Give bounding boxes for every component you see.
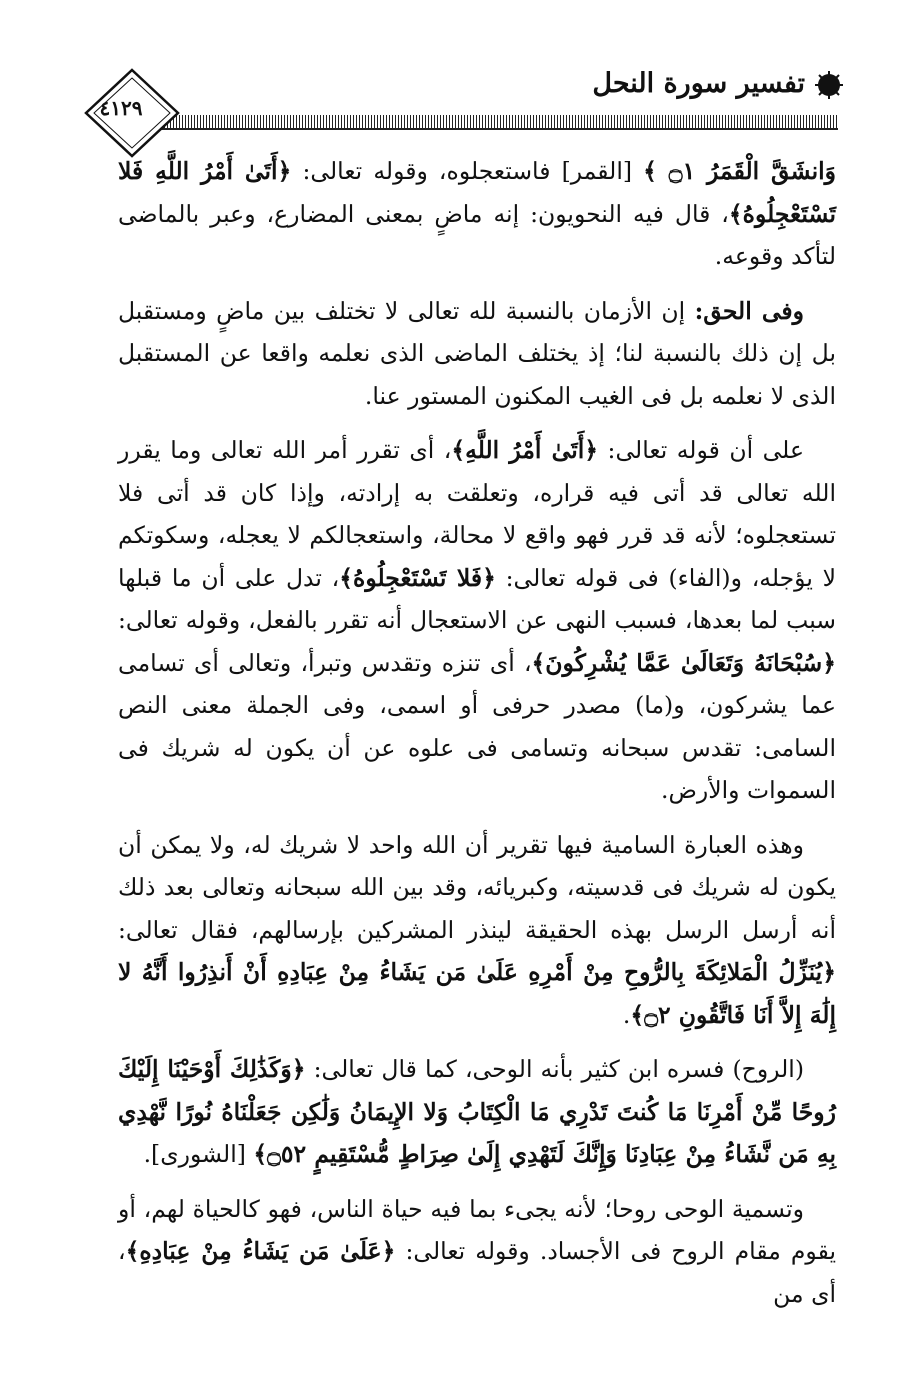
quran-verse: ﴿عَلَىٰ مَن يَشَاءُ مِنْ عِبَادِهِ﴾ <box>125 1237 396 1265</box>
text-segment: على أن قوله تعالى: <box>598 436 804 464</box>
text-segment: [القمر] فاستعجلوه، وقوله تعالى: <box>291 157 644 185</box>
text-segment: [الشورى]. <box>143 1140 254 1168</box>
text-segment: . <box>622 1000 631 1029</box>
text-segment: وهذه العبارة السامية فيها تقرير أن الله واحد لا شريك له، ولا يمكن أن يكون له شريك فى قدسيته، وكبريائه، وقد بين الله سبحانه وتعالى بعد ذلك أنه أرسل الرسل بهذه الحقيقة لينذر المشركين بإرسالهم، فقال تعالى: <box>118 830 836 944</box>
text-segment: ، تدل على أن ما قبلها سبب لما بعدها، فسبب النهى عن الاستعجال أنه تقرر بالفعل، وقوله تعالى: <box>118 563 836 634</box>
quran-verse: ﴿أَتَىٰ أَمْرُ اللَّهِ﴾ <box>451 436 599 464</box>
quran-verse: ﴿فَلا تَسْتَعْجِلُوهُ﴾ <box>339 563 496 592</box>
quran-verse: ﴿وَكَذَٰلِكَ أَوْحَيْنَا إِلَيْكَ رُوحًا مِّنْ أَمْرِنَا مَا كُنتَ تَدْرِي مَا الْكِتَابُ وَلا الإِيمَانُ وَلَٰكِن جَعَلْنَاهُ نُورًا نَّهْدِي بِهِ مَن نَّشَاءُ مِنْ عِبَادِنَا وَإِنَّكَ لَتَهْدِي إِلَىٰ صِرَاطٍ مُّسْتَقِيمٍ ۝٥٢﴾ <box>118 1055 836 1168</box>
header-rule-ticks <box>158 115 838 129</box>
ornament-icon <box>814 70 844 100</box>
running-title: تفسير سورة النحل <box>592 68 805 99</box>
paragraph <box>118 290 836 418</box>
text-segment: وتسمية الوحى روحا؛ لأنه يجىء بما فيه حياة الناس، فهو كالحياة لهم، أو يقوم مقام الروح فى الأجساد. وقوله تعالى: <box>118 1194 836 1265</box>
body-text <box>118 150 836 1327</box>
paragraph <box>118 1048 836 1176</box>
page-number: ٤١٢٩ <box>99 96 143 120</box>
paragraph <box>118 824 836 1037</box>
text-segment: (الروح) فسره ابن كثير بأنه الوحى، كما قال تعالى: <box>305 1055 804 1083</box>
quran-verse: ﴿يُنَزِّلُ الْمَلائِكَةَ بِالرُّوحِ مِنْ أَمْرِهِ عَلَىٰ مَن يَشَاءُ مِنْ عِبَادِهِ أَنْ أَنذِرُوا أَنَّهُ لا إِلَٰهَ إِلاَّ أَنَا فَاتَّقُونِ ۝٢﴾ <box>118 958 836 1029</box>
text-segment: إن الأزمان بالنسبة لله تعالى لا تختلف بين ماضٍ ومستقبل بل إن ذلك بالنسبة لنا؛ إذ يختلف الماضى الذى نعلمه واقعا عن المستقبل الذى لا نعلمه بل فى الغيب المكنون المستور عنا. <box>118 296 836 410</box>
quran-verse: ﴿أَتَىٰ أَمْرُ اللَّهِ فَلا تَسْتَعْجِلُوهُ﴾ <box>118 157 836 228</box>
header-rule-line <box>158 128 838 130</box>
text-segment: ، أى من <box>118 1237 836 1308</box>
quran-verse: ﴿سُبْحَانَهُ وَتَعَالَىٰ عَمَّا يُشْرِكُونَ﴾ <box>531 648 836 677</box>
text-segment: ، أى تنزه وتقدس وتبرأ، وتعالى أى تسامى عما يشركون، و(ما) مصدر حرفى أو اسمى، وفى الجملة معنى النص السامى: تقدس سبحانه وتسامى فى علوه عن أن يكون له شريك فى السموات والأرض. <box>118 648 836 804</box>
quran-verse: وَانشَقَّ الْقَمَرُ ۝١ ﴾ <box>643 157 836 185</box>
paragraph <box>118 429 836 812</box>
paragraph <box>118 1188 836 1316</box>
paragraph <box>118 150 836 278</box>
text-segment: ، قال فيه النحويون: إنه ماضٍ بمعنى المضارع، وعبر بالماضى لتأكد وقوعه. <box>118 199 836 270</box>
page-header <box>0 0 920 170</box>
paragraph-lead: وفى الحق: <box>694 296 804 325</box>
text-segment: ، أى تقرر أمر الله تعالى وما يقرر الله تعالى قد أتى فيه قراره، وتعلقت به إرادته، وإذا كان قد أتى فلا تستعجلوه؛ لأنه قد قرر فهو واقع لا محالة، واستعجالكم لا يعجله، وسكوتكم لا يؤجله، و(الفاء) فى قوله تعالى: <box>118 436 837 592</box>
